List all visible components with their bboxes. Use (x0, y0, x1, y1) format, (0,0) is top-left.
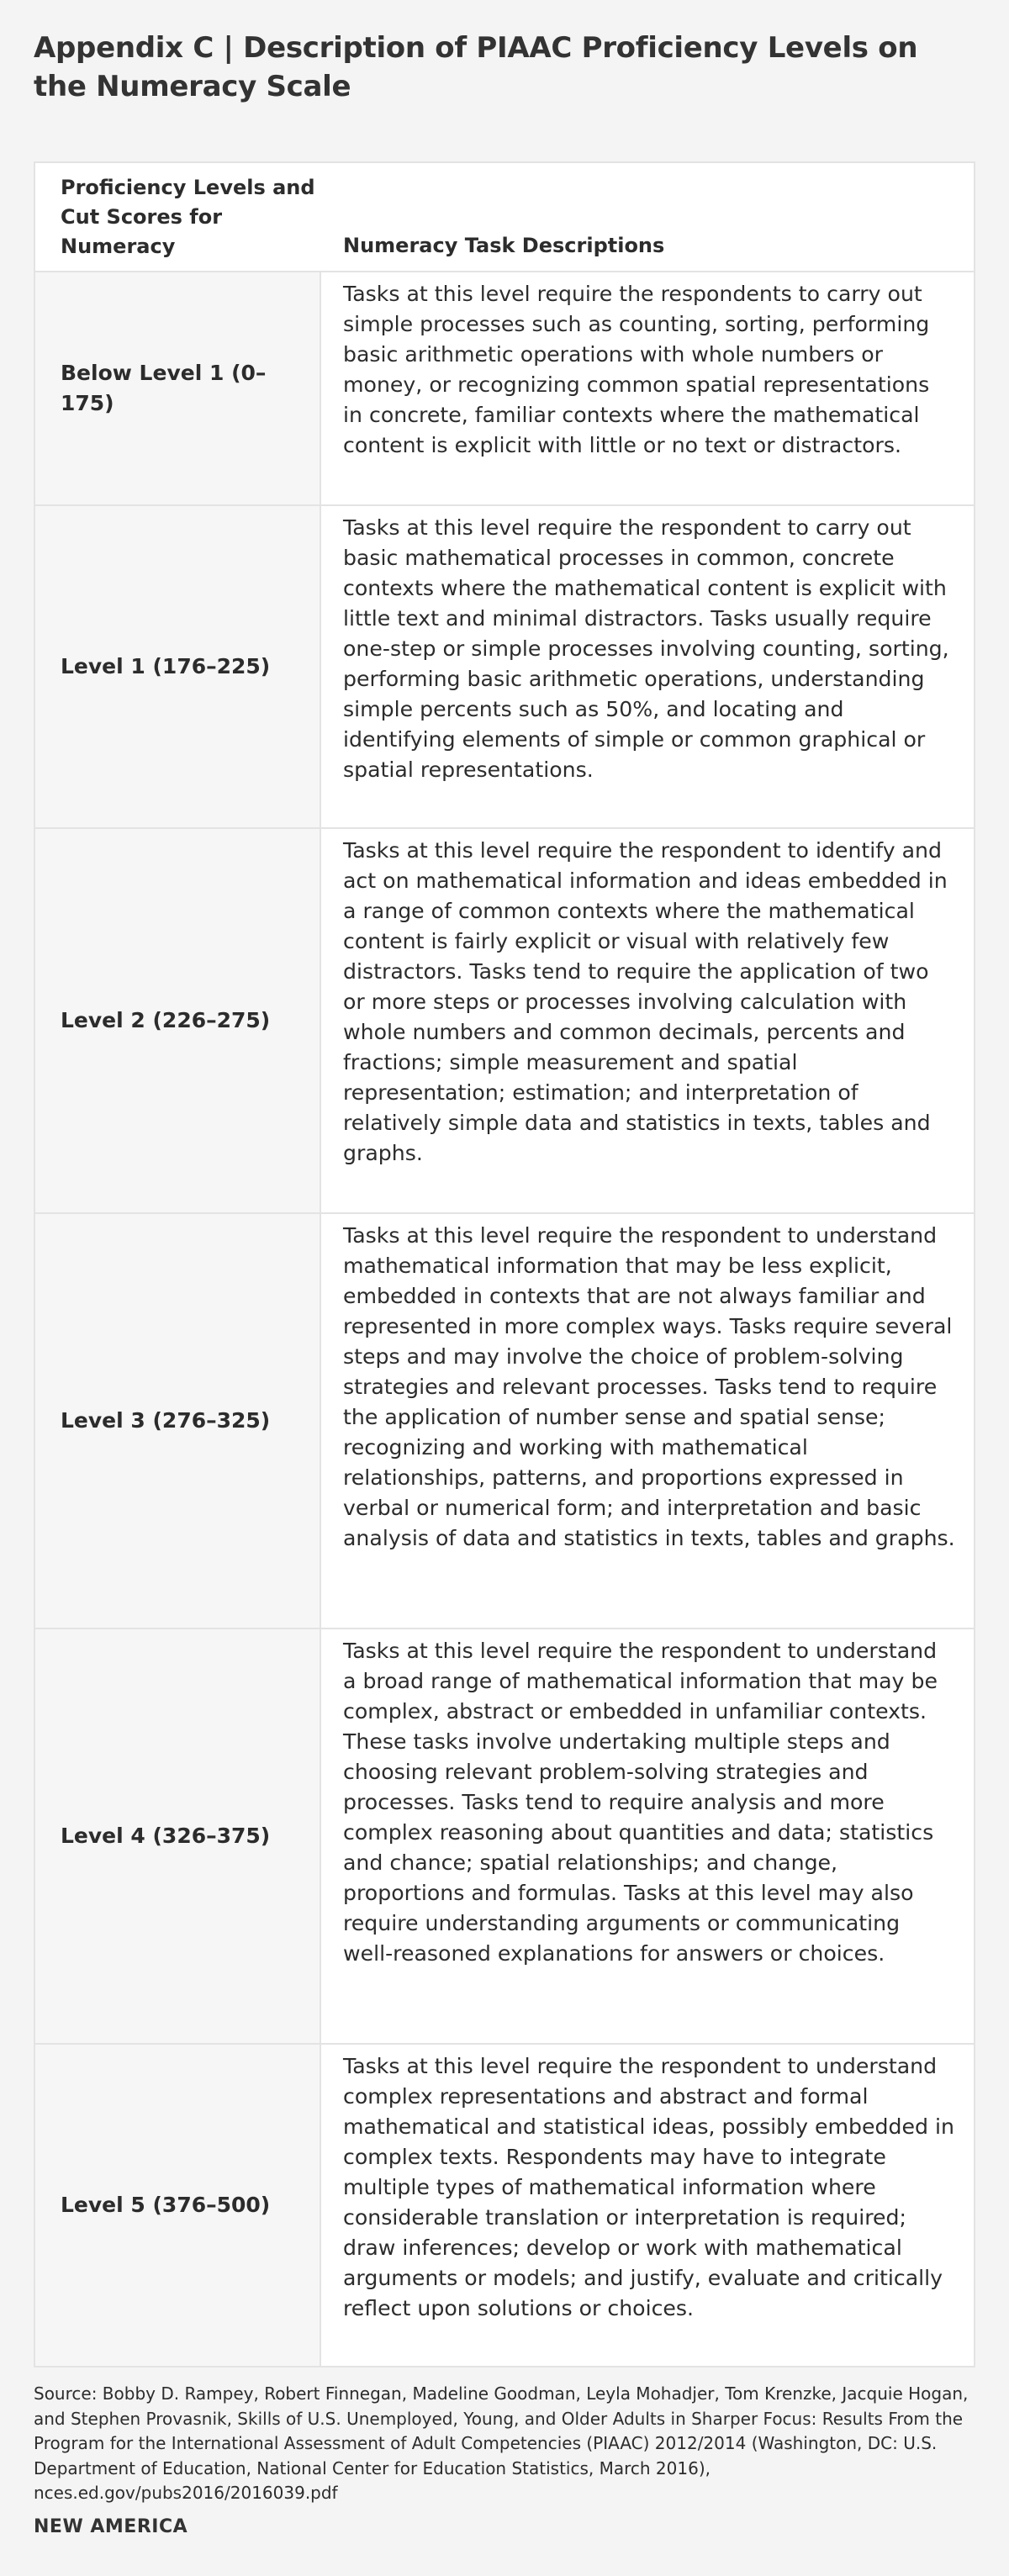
table-row (35, 506, 974, 829)
level-description: Tasks at this level require the respondent to carry out basic mathematical processes in common, concrete contexts where the mathematical content is explicit with little text and minimal distractors. Tasks usually require one-step or simple processes involving counting, sorting, performing basic arithmetic operations, understanding simple percents such as 50%, and locating and identifying elements of simple or common graphical or spatial representations. (320, 506, 974, 827)
level-label: Below Level 1 (0–175) (35, 272, 320, 504)
table-header (35, 163, 974, 272)
level-description: Tasks at this level require the respondent to understand a broad range of mathematical information that may be complex, abstract or embedded in unfamiliar contexts. These tasks involve undertaking multiple steps and choosing relevant problem-solving strategies and processes. Tasks tend to require analysis and more complex reasoning about quantities and data; statistics and chance; spatial relationships; and change, proportions and formulas. Tasks at this level may also require understanding arguments or communicating well-reasoned explanations for answers or choices. (320, 1629, 974, 2043)
table-row (35, 2045, 974, 2366)
table-row (35, 829, 974, 1214)
proficiency-table (34, 161, 975, 2367)
level-description: Tasks at this level require the respondent to understand complex representations and abstract and formal mathematical and statistical ideas, possibly embedded in complex texts. Respondents may have to integrate multiple types of mathematical information where considerable translation or interpretation is required; draw inferences; develop or work with mathematical arguments or models; and justify, evaluate and critically reflect upon solutions or choices. (320, 2045, 974, 2366)
level-description: Tasks at this level require the respondents to carry out simple processes such as counting, sorting, performing basic arithmetic operations with whole numbers or money, or recognizing common spatial representations in concrete, familiar contexts where the mathematical content is explicit with little or no text or distractors. (320, 272, 974, 504)
level-label: Level 5 (376–500) (35, 2045, 320, 2366)
level-label: Level 2 (226–275) (35, 829, 320, 1212)
table-row (35, 1629, 974, 2045)
table-row (35, 1214, 974, 1629)
column-header-descriptions: Numeracy Task Descriptions (343, 234, 665, 257)
level-description: Tasks at this level require the respondent to identify and act on mathematical information and ideas embedded in a range of common contexts where the mathematical content is fairly explicit or visual with relatively few distractors. Tasks tend to require the application of two or more steps or processes involving calculation with whole numbers and common decimals, percents and fractions; simple measurement and spatial representation; estimation; and interpretation of relatively simple data and statistics in texts, tables and graphs. (320, 829, 974, 1212)
level-label: Level 1 (176–225) (35, 506, 320, 827)
source-citation: Source: Bobby D. Rampey, Robert Finnegan, Madeline Goodman, Leyla Mohadjer, Tom Krenzke, Jacquie Hogan, and Stephen Provasnik, Skills of U.S. Unemployed, Young, and Older Adults in Sharper Focus: Results From the Program for the International Assessment of Adult Competencies (PIAAC) 2012/2014 (Washington, DC: U.S. Department of Education, National Center for Education Statistics, March 2016), nces.ed.gov/pubs2016/2016039.pdf (34, 2383, 969, 2503)
page-title: Appendix C | Description of PIAAC Proficiency Levels on the Numeracy Scale (34, 31, 918, 103)
brand-logo-text: NEW AMERICA (34, 2516, 188, 2537)
level-description: Tasks at this level require the respondent to understand mathematical information that may be less explicit, embedded in contexts that are not always familiar and represented in more complex ways. Tasks require several steps and may involve the choice of problem-solving strategies and relevant processes. Tasks tend to require the application of number sense and spatial sense; recognizing and working with mathematical relationships, patterns, and proportions expressed in verbal or numerical form; and interpretation and basic analysis of data and statistics in texts, tables and graphs. (320, 1214, 974, 1628)
column-header-levels: Proficiency Levels and Cut Scores for Numeracy (61, 176, 315, 258)
table-row (35, 272, 974, 506)
level-label: Level 4 (326–375) (35, 1629, 320, 2043)
level-label: Level 3 (276–325) (35, 1214, 320, 1628)
